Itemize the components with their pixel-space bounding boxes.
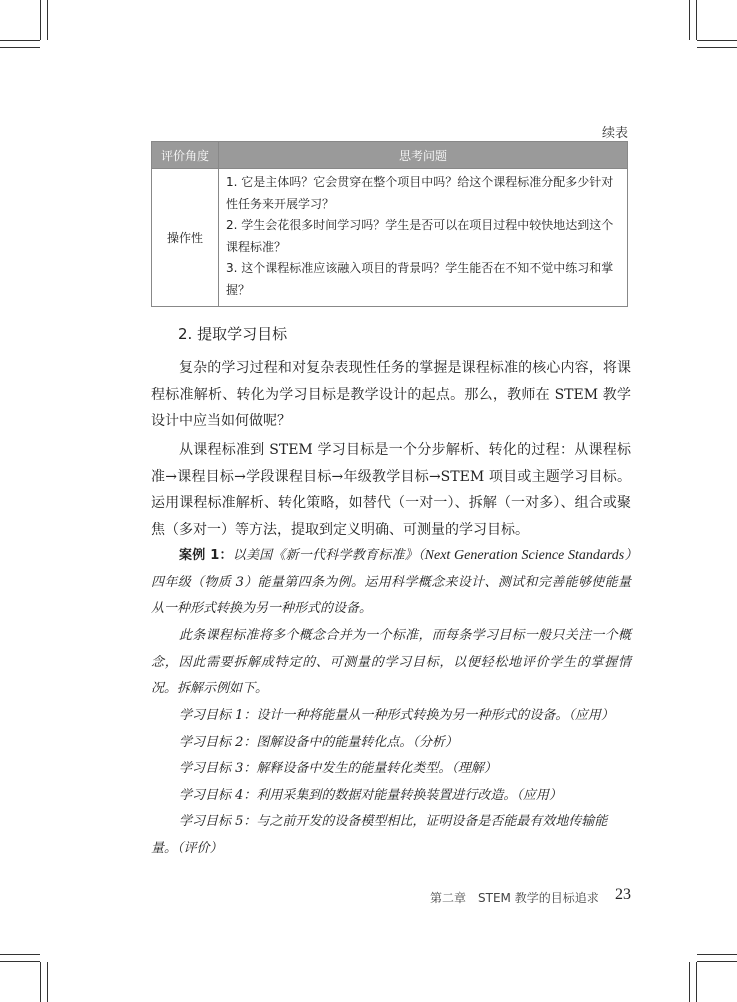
paragraph: 从课程标准到 STEM 学习目标是一个分步解析、转化的过程：从课程标准→课程目标→学段课程目标→年级教学目标→STEM 项目或主题学习目标。运用课程标准解析、转化策略，如替代（一对一）、拆解（一对多）、组合或聚焦（多对一）等方法，提取到定义明确、可测量的学习目标。: [151, 442, 631, 538]
list-item: 学习目标 2：图解设备中的能量转化点。（分析）: [179, 734, 458, 750]
paragraph: 复杂的学习过程和对复杂表现性任务的掌握是课程标准的核心内容，将课程标准解析、转化为学习目标是教学设计的起点。那么，教师在 STEM 教学设计中应当如何做呢？: [151, 360, 631, 429]
continued-label: 续表: [601, 126, 628, 141]
evaluation-table: [151, 141, 628, 307]
paragraph: 此条课程标准将多个概念合并为一个标准，而每条学习目标一般只关注一个概念，因此需要拆解成特定的、可测量的学习目标，以便轻松地评价学生的掌握情况。拆解示例如下。: [151, 628, 631, 696]
crop-mark: [697, 954, 737, 955]
question-line: 2. 学生会花很多时间学习吗？学生是否可以在项目过程中较快地达到这个课程标准？: [226, 218, 614, 254]
table-header-row: [152, 142, 628, 169]
crop-mark: [0, 40, 40, 41]
crop-mark: [689, 962, 690, 1002]
question-line: 1. 它是主体吗？它会贯穿在整个项目中吗？给这个课程标准分配多少针对性任务来开展学习？: [226, 175, 614, 211]
crop-mark: [40, 0, 41, 40]
footer-chapter: 第二章 STEM 教学的目标追求: [430, 891, 599, 905]
crop-mark: [0, 954, 40, 955]
list-item: 学习目标 3：解释设备中发生的能量转化类型。（理解）: [179, 761, 497, 776]
crop-mark: [697, 961, 737, 962]
list-item: 学习目标 1：设计一种将能量从一种形式转换为另一种形式的设备。（应用）: [179, 708, 614, 723]
crop-mark: [47, 962, 48, 1002]
page-number: 23: [615, 886, 631, 903]
case-text-after: ）四年级（物质 3）能量第四条为例。运用科学概念来设计、测试和完善能够使能量从一种形式转换为另一种形式的设备。: [151, 548, 631, 616]
crop-mark: [697, 40, 737, 41]
case-label: 案例 1：: [179, 548, 233, 563]
row-label: 操作性: [152, 169, 219, 307]
header-perspective: 评价角度: [152, 142, 219, 169]
crop-mark: [0, 47, 40, 48]
case-english-title: Next Generation Science Standards: [424, 548, 625, 563]
case-text-before: 以美国《新一代科学教育标准》（: [232, 548, 425, 563]
row-questions: [219, 169, 628, 307]
learning-goals-list: [151, 703, 631, 862]
case-paragraph: [151, 543, 631, 623]
crop-mark: [696, 962, 697, 1002]
crop-mark: [697, 47, 737, 48]
section-heading: 2. 提取学习目标: [178, 325, 288, 343]
header-questions: 思考问题: [219, 142, 628, 169]
list-item: 学习目标 4：利用采集到的数据对能量转换装置进行改造。（应用）: [179, 787, 562, 803]
crop-mark: [47, 0, 48, 40]
crop-mark: [0, 961, 40, 962]
crop-mark: [689, 0, 690, 40]
table-row: [152, 169, 628, 307]
list-item: 学习目标 5：与之前开发的设备模型相比，证明设备是否能最有效地传输能量。（评价）: [151, 814, 608, 856]
question-line: 3. 这个课程标准应该融入项目的背景吗？学生能否在不知不觉中练习和掌握？: [226, 261, 614, 297]
crop-mark: [40, 962, 41, 1002]
crop-mark: [696, 0, 697, 40]
